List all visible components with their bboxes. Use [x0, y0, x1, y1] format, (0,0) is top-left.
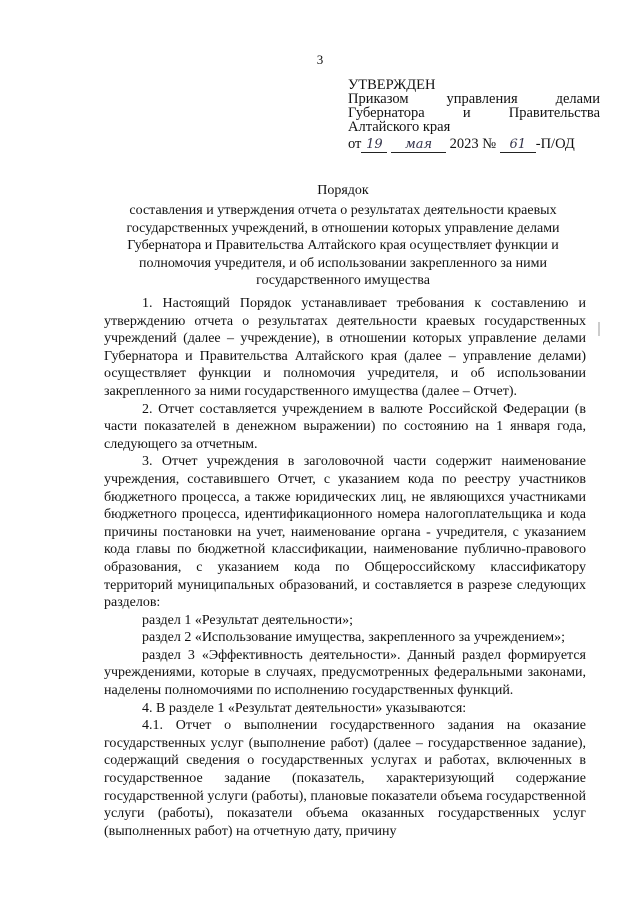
order-suffix: -П/ОД — [535, 136, 575, 152]
section-3-item: раздел 3 «Эффективность деятельности». Данный раздел формируется учреждениями, которые в случаях, предусмотренных федеральными законами, наделены полномочиями по исполнению государственных функций. — [104, 647, 586, 699]
section-1-item: раздел 1 «Результат деятельности»; — [142, 612, 354, 628]
document-title: Порядок — [317, 183, 369, 198]
paragraph-3: 3. Отчет учреждения в заголовочной части содержит наименование учреждения, составившего Отчет, с указанием кода по реестру участников бюджетного процесса, а также юридических лиц, не являющихся участниками бюджетного процесса, идентификационного номера налогоплательщика и кода причины постановки на учет, наименование органа - учредителя, с указанием кода главы по бюджетной классификации, наименование публично-правового образования, с указанием кода по Общероссийскому классификатору территорий муниципальных образований, и составляется в разрезе следующих разделов: — [104, 454, 586, 611]
page-number: 3 — [316, 52, 324, 67]
approval-line-1: Приказом управления делами — [348, 91, 600, 107]
paragraph-4-1: 4.1. Отчет о выполнении государственного задания на оказание государственных услуг (выполнение работ) (далее – государственное задание), содержащий сведения о государственных услугах и работах, включенных в государственное задание (показатель, характеризующий содержание государственной услуги (работы), плановые показатели объема государственной услуги (работы), показатели объема оказанных государственных услуг (выполненных работ) на отчетную дату, причину — [104, 718, 586, 839]
paragraph-2: 2. Отчет составляется учреждением в валюте Российской Федерации (в части показателей в денежном выражении) по состоянию на 1 января года, следующего за отчетным. — [104, 401, 586, 452]
date-prefix: от — [348, 136, 362, 152]
section-2-item: раздел 2 «Использование имущества, закрепленного за учреждением»; — [142, 630, 566, 646]
approval-date-line — [348, 137, 600, 153]
approval-title: УТВЕРЖДЕН — [348, 77, 436, 93]
approval-line-3: Алтайского края — [348, 119, 451, 135]
approval-line-2: Губернатора и Правительства — [348, 105, 600, 121]
document-body — [104, 295, 586, 840]
handwritten-order-number: 61 — [500, 138, 536, 153]
document-subtitle: составления и утверждения отчета о результатах деятельности краевых государственных учреждений, в отношении которых управление делами Губернатора и Правительства Алтайского края осуществляет функции и полномочия учредителя, и об использовании закрепленного за ними государственного имущества — [126, 203, 560, 288]
scan-margin-mark — [598, 322, 600, 336]
handwritten-month: мая — [391, 138, 446, 153]
approval-block — [348, 78, 600, 153]
paragraph-1: 1. Настоящий Порядок устанавливает требования к составлению и утверждению отчета о результатах деятельности краевых государственных учреждений (далее – учреждение), в отношении которых управление делами Губернатора и Правительства Алтайского края (далее – управление делами) осуществляет функции и полномочия учредителя, и об использовании закрепленного за ними государственного имущества (далее – Отчет). — [104, 296, 586, 399]
handwritten-day: 19 — [361, 138, 387, 153]
paragraph-4: 4. В разделе 1 «Результат деятельности» указываются: — [142, 700, 467, 716]
date-year: 2023 № — [449, 136, 497, 152]
